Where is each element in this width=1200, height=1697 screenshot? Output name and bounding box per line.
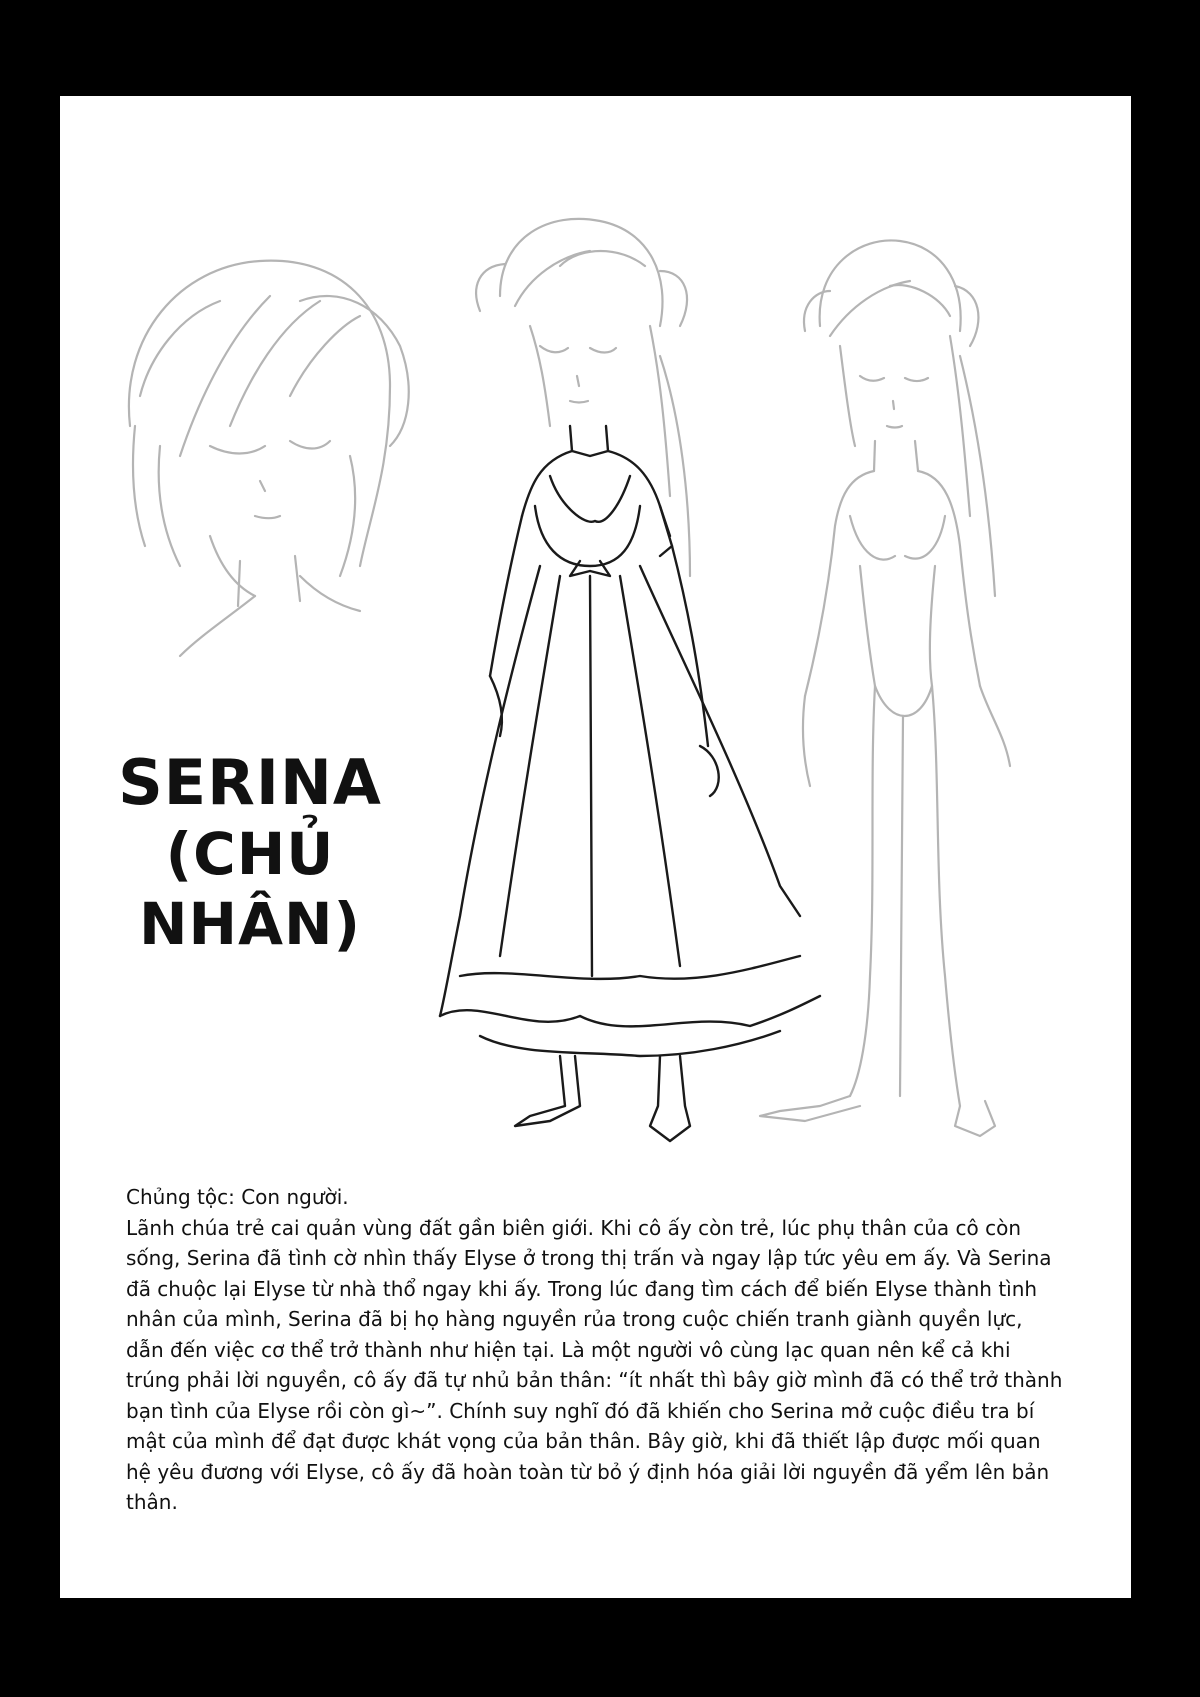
head-sketch-icon	[129, 261, 409, 656]
dressed-figure-icon	[440, 219, 820, 1141]
character-bio	[126, 1182, 1066, 1518]
bio-race: Chủng tộc: Con người.	[126, 1185, 349, 1209]
character-sheet-page	[60, 96, 1131, 1598]
sketch-area	[60, 96, 1131, 1156]
character-name: SERINA	[118, 746, 382, 819]
character-title	[80, 746, 420, 960]
base-figure-icon	[760, 240, 1010, 1136]
character-role: (CHỦ NHÂN)	[138, 820, 362, 958]
bio-description: Lãnh chúa trẻ cai quản vùng đất gần biên giới. Khi cô ấy còn trẻ, lúc phụ thân của cô còn sống, Serina đã tình cờ nhìn thấy Elyse ở trong thị trấn và ngay lập tức yêu em ấy. Và Serina đã chuộc lại Elyse từ nhà thổ ngay khi ấy. Trong lúc đang tìm cách để biến Elyse thành tình nhân của mình, Serina đã bị họ hàng nguyền rủa trong cuộc chiến tranh giành quyền lực, dẫn đến việc cơ thể trở thành như hiện tại. Là một người vô cùng lạc quan nên kể cả khi trúng phải lời nguyền, cô ấy đã tự nhủ bản thân: “ít nhất thì bây giờ mình đã có thể trở thành bạn tình của Elyse rồi còn gì~”. Chính suy nghĩ đó đã khiến cho Serina mở cuộc điều tra bí mật của mình để đạt được khát vọng của bản thân. Bây giờ, khi đã thiết lập được mối quan hệ yêu đương với Elyse, cô ấy đã hoàn toàn từ bỏ ý định hóa giải lời nguyền đã yểm lên bản thân.	[126, 1215, 1063, 1514]
